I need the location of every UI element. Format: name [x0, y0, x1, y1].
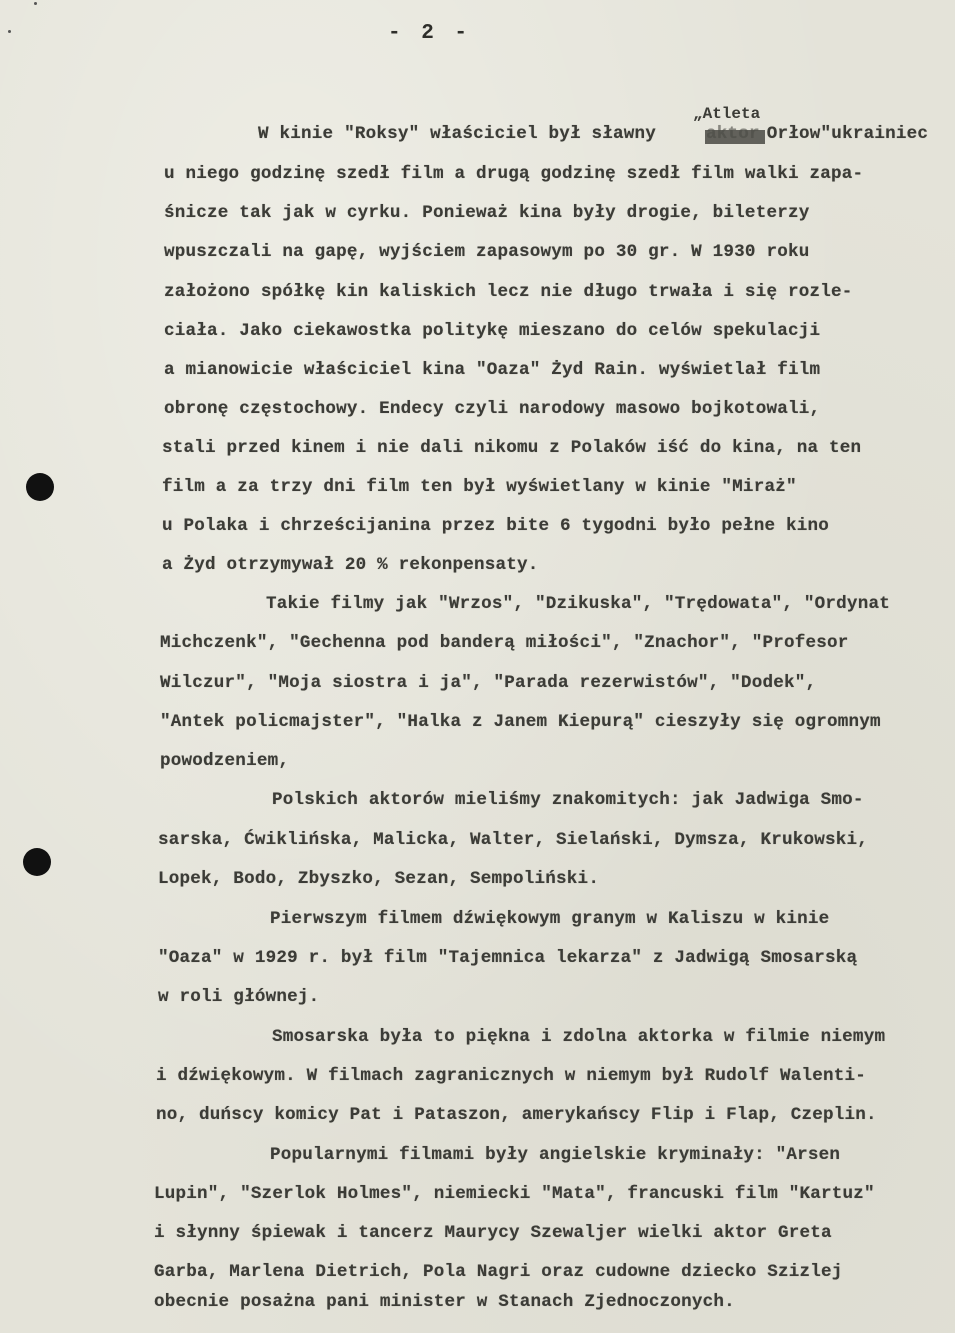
page-number: - 2 - — [388, 22, 472, 45]
text-line: a Żyd otrzymywał 20 % rekonpensaty. — [162, 555, 539, 575]
typed-insertion-atleta: „Atleta — [693, 105, 761, 123]
punch-hole-upper — [26, 473, 54, 501]
text-line: Michczenk", "Gechenna pod banderą miłości", "Znachor", "Profesor — [160, 633, 849, 653]
paper-speck — [34, 2, 37, 5]
paragraph-start: Popularnymi filmami były angielskie kryminały: "Arsen — [270, 1145, 841, 1165]
text-line: "Oaza" w 1929 r. był film "Tajemnica lekarza" z Jadwigą Smosarską — [158, 948, 858, 968]
text-line: u niego godzinę szedł film a drugą godzinę szedł film walki zapa- — [164, 164, 864, 184]
text-line: ciała. Jako ciekawostka politykę mieszano do celów spekulacji — [164, 321, 821, 341]
text-line: stali przed kinem i nie dali nikomu z Polaków iść do kina, na ten — [162, 438, 862, 458]
text-line: film a za trzy dni film ten był wyświetlany w kinie "Miraż" — [162, 477, 797, 497]
text-line: w roli głównej. — [158, 987, 320, 1007]
text-line: obronę częstochowy. Endecy czyli narodowy masowo bojkotowali, — [164, 399, 821, 419]
text-line: u Polaka i chrześcijanina przez bite 6 tygodni było pełne kino — [162, 516, 829, 536]
paragraph-start: Polskich aktorów mieliśmy znakomitych: jak Jadwiga Smo- — [272, 790, 864, 810]
text-line: obecnie posażna pani minister w Stanach Zjednoczonych. — [154, 1292, 735, 1312]
text-line: i słynny śpiewak i tancerz Maurycy Szewaljer wielki aktor Greta — [154, 1223, 832, 1243]
paragraph-start: Pierwszym filmem dźwiękowym granym w Kaliszu w kinie — [270, 909, 830, 929]
text-line: a mianowicie właściciel kina "Oaza" Żyd Rain. wyświetlał film — [164, 360, 821, 380]
text-line: "Antek policmajster", "Halka z Janem Kiepurą" cieszyły się ogromnym — [160, 712, 881, 732]
text-line: Wilczur", "Moja siostra i ja", "Parada rezerwistów", "Dodek", — [160, 673, 817, 693]
text-line: Lopek, Bodo, Zbyszko, Sezan, Sempoliński. — [158, 869, 600, 889]
text-line: śnicze tak jak w cyrku. Ponieważ kina były drogie, bileterzy — [164, 203, 810, 223]
text-line: Lupin", "Szerlok Holmes", niemiecki "Mata", francuski film "Kartuz" — [154, 1184, 875, 1204]
text-line: sarska, Ćwiklińska, Malicka, Walter, Sielański, Dymsza, Krukowski, — [158, 830, 869, 850]
punch-hole-lower — [23, 848, 51, 876]
paragraph-start: Takie filmy jak "Wrzos", "Dzikuska", "Trędowata", "Ordynat — [266, 594, 890, 614]
text-line: Garba, Marlena Dietrich, Pola Nagri oraz cudowne dziecko Szizlej — [154, 1262, 843, 1282]
text-line-1-part-b: Orłow"ukrainiec — [756, 124, 929, 144]
text-line: założono spółkę kin kaliskich lecz nie długo trwała i się rozle- — [164, 282, 853, 302]
text-line: powodzeniem, — [160, 751, 290, 771]
text-line-1-part-a: W kinie "Roksy" właściciel był sławny — [258, 124, 667, 144]
paragraph-start: Smosarska była to piękna i zdolna aktorka w filmie niemym — [272, 1027, 886, 1047]
text-line: i dźwiękowym. W filmach zagranicznych w niemym był Rudolf Walenti- — [156, 1066, 867, 1086]
paper-speck — [8, 30, 11, 33]
text-line: no, duńscy komicy Pat i Pataszon, amerykańscy Flip i Flap, Czeplin. — [156, 1105, 877, 1125]
text-line: wpuszczali na gapę, wyjściem zapasowym po 30 gr. W 1930 roku — [164, 242, 810, 262]
